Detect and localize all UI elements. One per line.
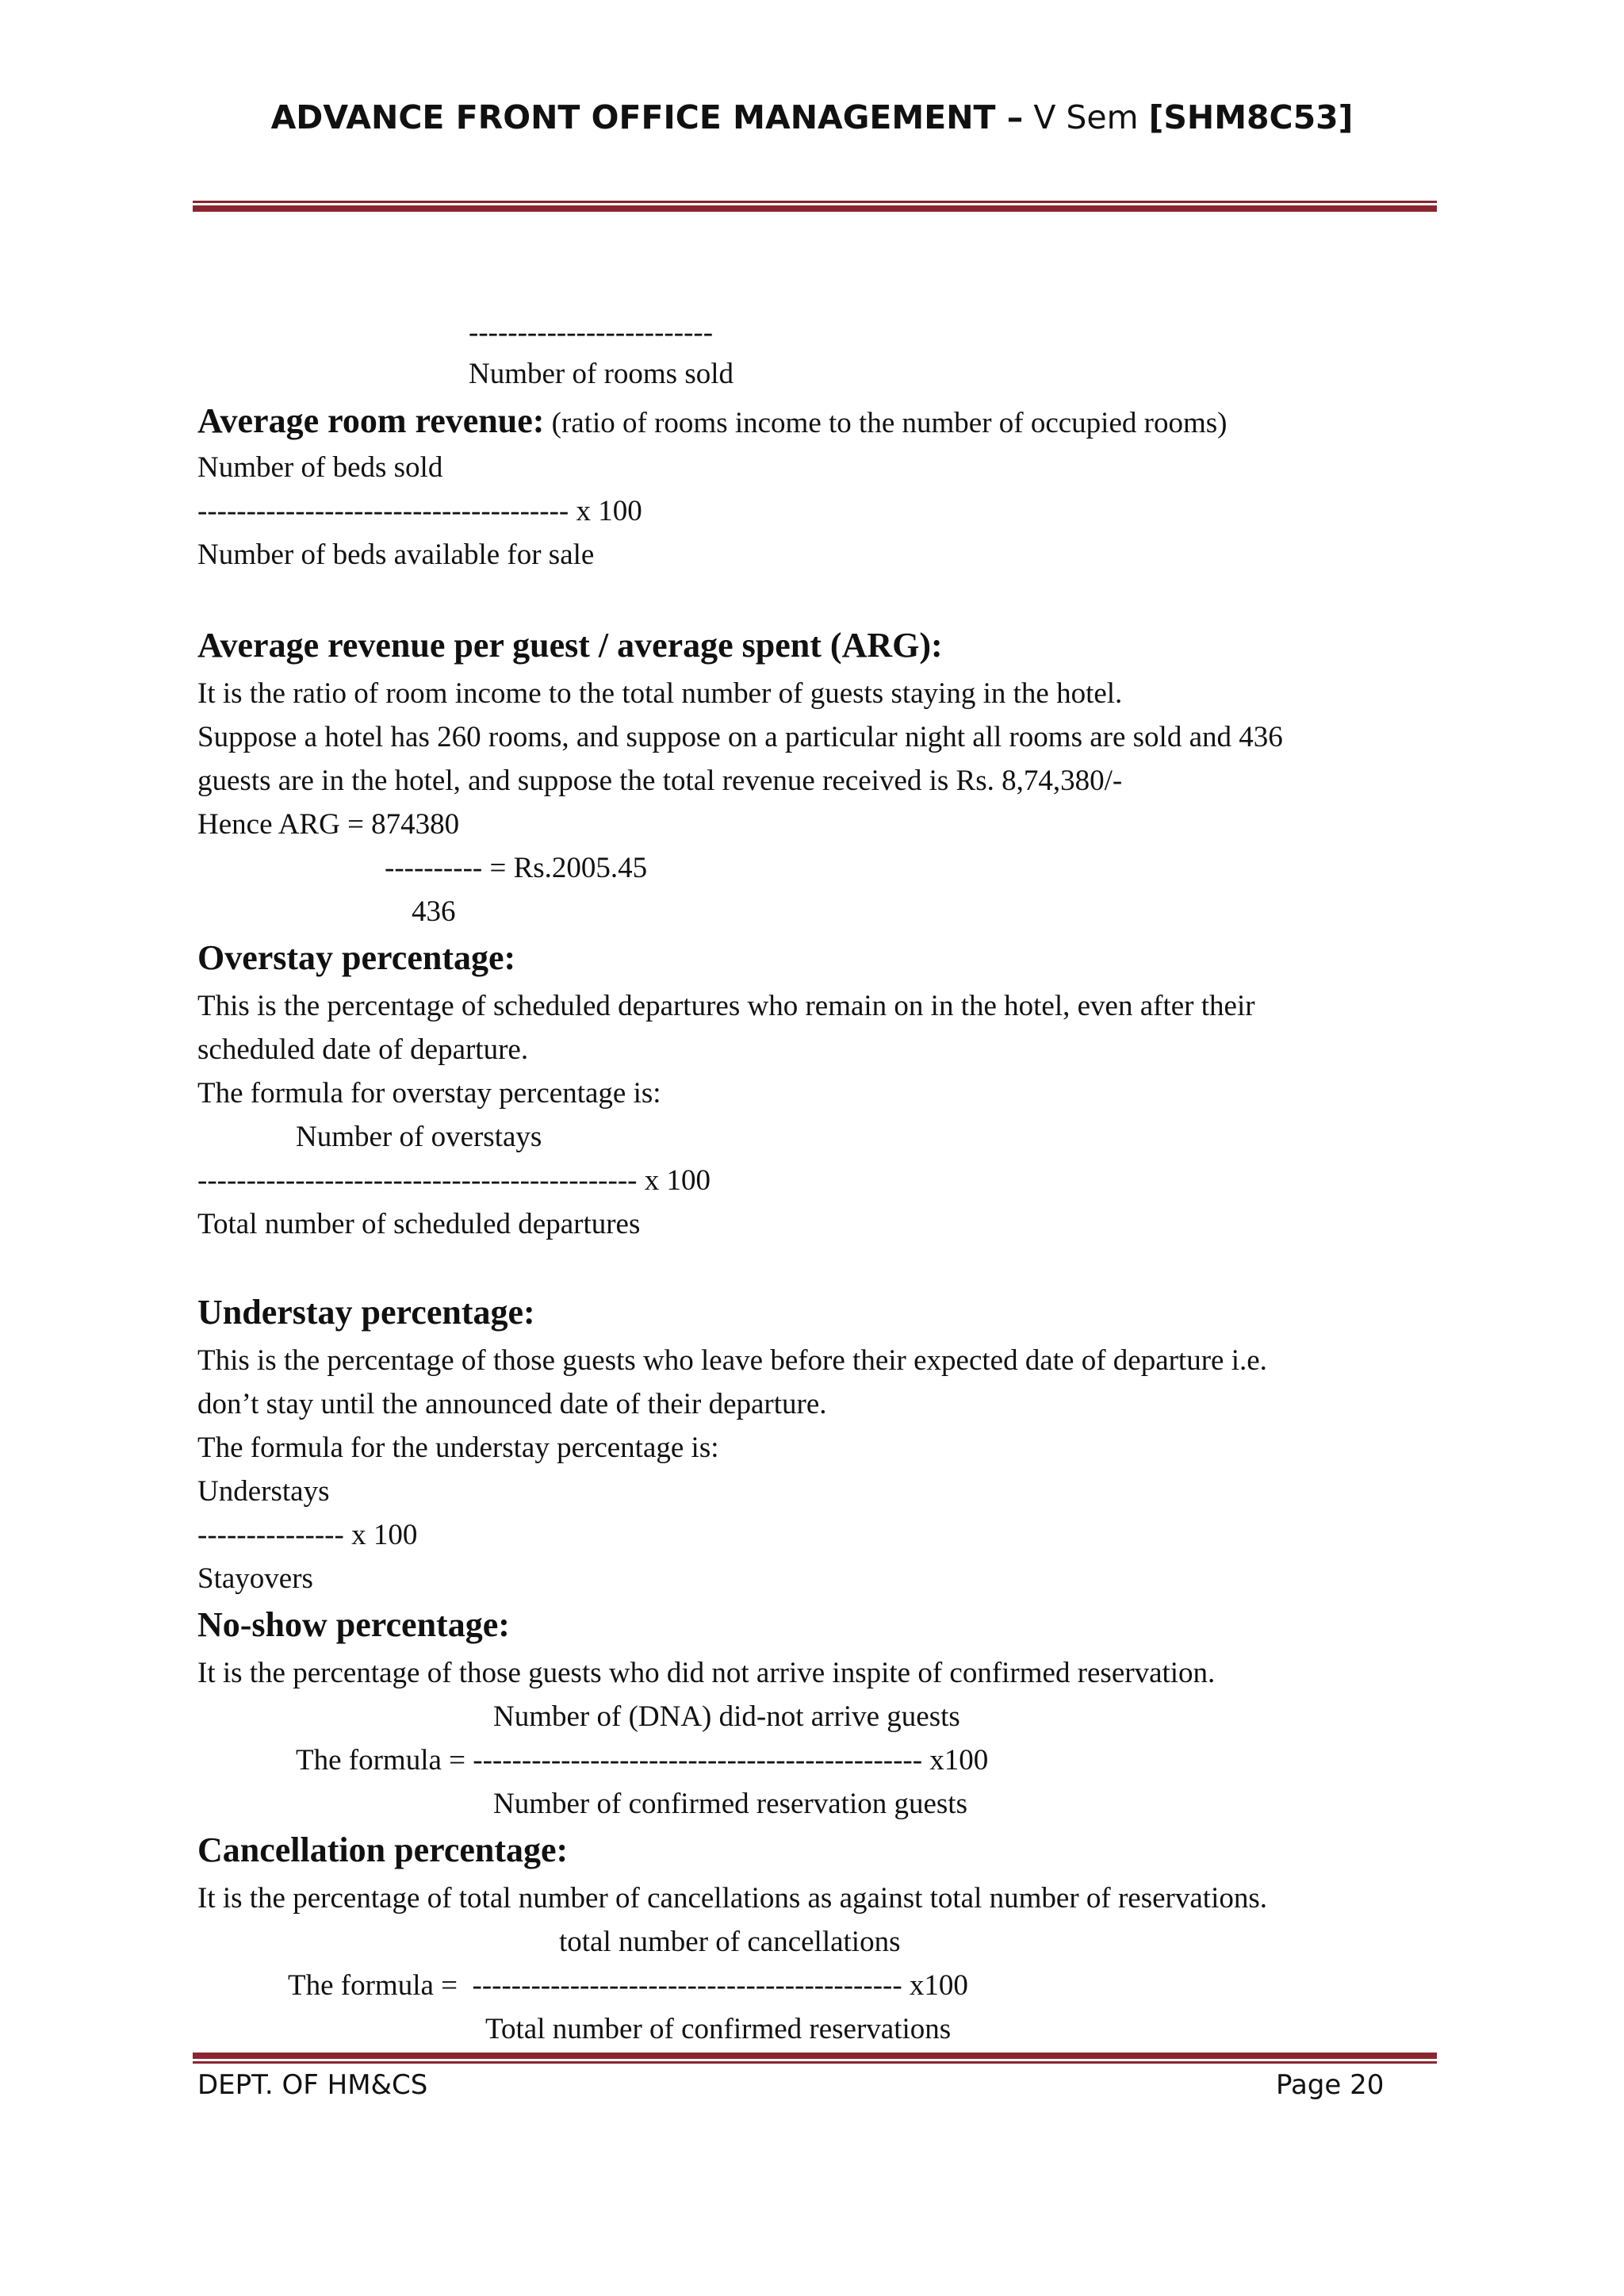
formula-denominator: Number of rooms sold — [469, 358, 733, 390]
paragraph-line: don’t stay until the announced date of their departure. — [197, 1388, 827, 1420]
paragraph-line: This is the percentage of scheduled departures who remain on in the hotel, even after their — [197, 990, 1255, 1022]
formula-numerator: Number of overstays — [296, 1121, 542, 1153]
formula-numerator: total number of cancellations — [559, 1926, 901, 1958]
paragraph-line: It is the percentage of those guests who did not arrive inspite of confirmed reservation. — [197, 1657, 1216, 1689]
paragraph-line: This is the percentage of those guests who leave before their expected date of departure i.e. — [197, 1344, 1267, 1377]
formula-numerator: Understays — [197, 1475, 330, 1508]
formula-numerator: Number of beds sold — [197, 451, 443, 484]
formula-line: The formula = ---------------------------------------------- x100 — [296, 1744, 989, 1777]
formula-line: The formula = -------------------------------------------- x100 — [288, 1969, 968, 2002]
paragraph-line: guests are in the hotel, and suppose the total revenue received is Rs. 8,74,380/- — [197, 765, 1123, 797]
section-average-room-revenue — [197, 401, 1227, 444]
formula-divider: --------------------------------------------- x 100 — [197, 1164, 710, 1197]
footer-page-number: Page 20 — [1276, 2069, 1385, 2101]
section-heading-overstay: Overstay percentage: — [197, 938, 516, 977]
header-title: ADVANCE FRONT OFFICE MANAGEMENT – — [270, 98, 1024, 136]
formula-denominator: Number of confirmed reservation guests — [493, 1788, 967, 1820]
header-semester: V Sem — [1023, 98, 1149, 136]
formula-divider: -------------------------------------- x 100 — [197, 495, 642, 527]
formula-numerator: Number of (DNA) did-not arrive guests — [493, 1700, 960, 1733]
paragraph-line: Suppose a hotel has 260 rooms, and suppose on a particular night all rooms are sold and 436 — [197, 721, 1283, 753]
formula-denominator: Total number of scheduled departures — [197, 1208, 641, 1240]
formula-divider: ---------- = Rs.2005.45 — [385, 852, 648, 884]
section-heading-no-show: No-show percentage: — [197, 1605, 510, 1644]
paragraph-line: scheduled date of departure. — [197, 1033, 529, 1066]
footer-department: DEPT. OF HM&CS — [197, 2069, 428, 2101]
formula-denominator: Number of beds available for sale — [197, 539, 595, 571]
section-heading-note: (ratio of rooms income to the number of occupied rooms) — [544, 407, 1228, 439]
page-header — [0, 94, 1624, 141]
section-heading-understay: Understay percentage: — [197, 1293, 535, 1332]
section-heading-cancellation: Cancellation percentage: — [197, 1830, 569, 1869]
formula-denominator: Total number of confirmed reservations — [485, 2013, 952, 2045]
formula-divider: ------------------------- — [469, 316, 714, 349]
header-rule — [193, 201, 1437, 212]
formula-denominator: 436 — [412, 895, 456, 928]
paragraph-line: Hence ARG = 874380 — [197, 808, 460, 841]
footer-rule — [193, 2053, 1437, 2064]
paragraph-line: It is the percentage of total number of cancellations as against total number of reservations. — [197, 1882, 1268, 1915]
paragraph-line: It is the ratio of room income to the total number of guests staying in the hotel. — [197, 677, 1123, 710]
paragraph-line: The formula for overstay percentage is: — [197, 1077, 661, 1110]
formula-divider: --------------- x 100 — [197, 1519, 418, 1551]
paragraph-line: The formula for the understay percentage is: — [197, 1432, 719, 1464]
section-heading: Average room revenue: — [197, 401, 545, 440]
section-heading-arg: Average revenue per guest / average spent (ARG): — [197, 626, 943, 665]
formula-denominator: Stayovers — [197, 1562, 313, 1595]
header-course-code: [SHM8C53] — [1148, 98, 1354, 136]
